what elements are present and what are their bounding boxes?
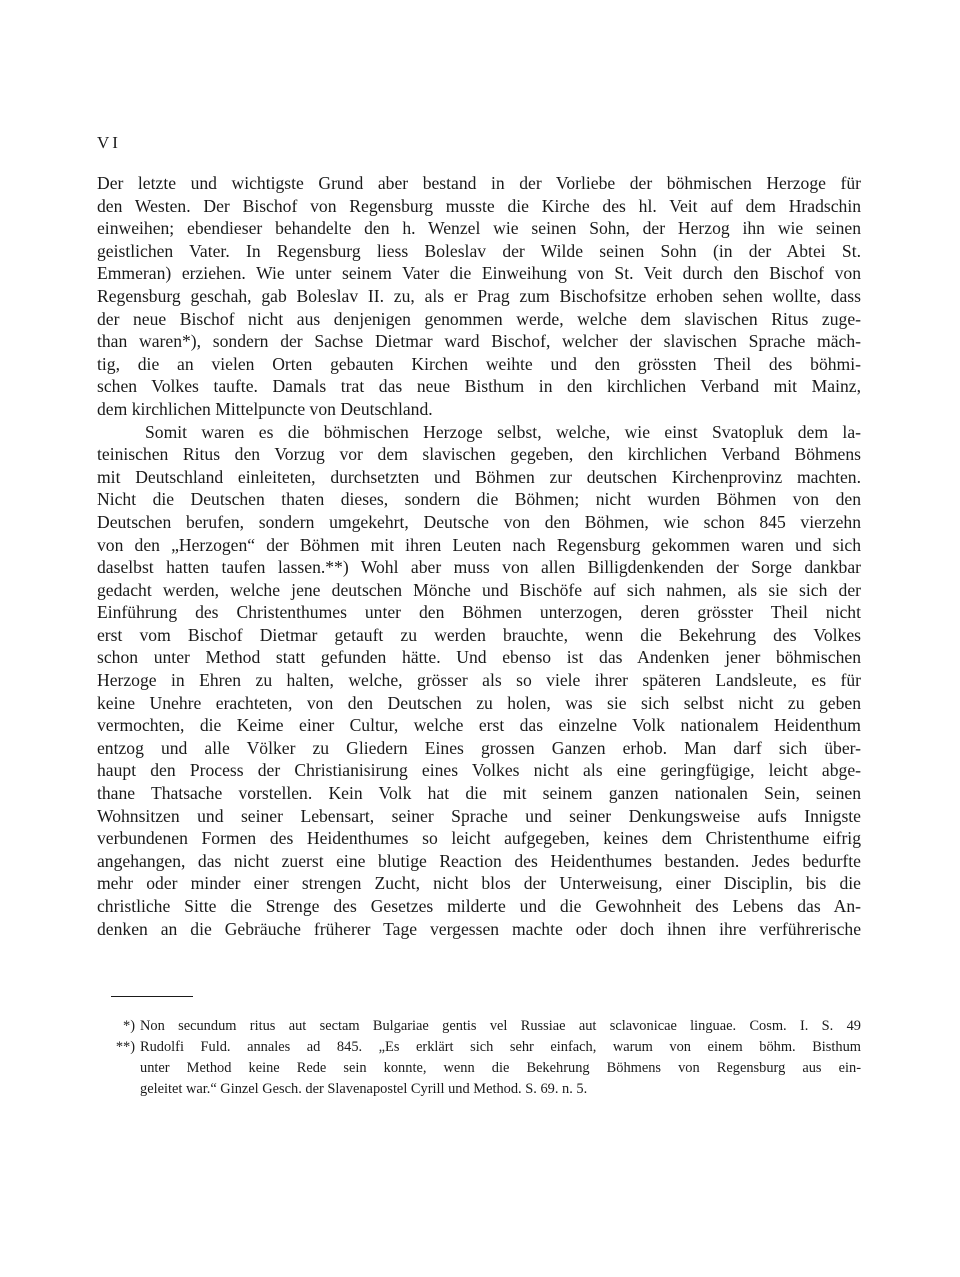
footnote (97, 1016, 861, 1037)
text-line: teinischen Ritus den Vorzug vor dem slavischen gegeben, den kirchlichen Verband Böhmens (97, 444, 861, 465)
footnote-line: Rudolfi Fuld. annales ad 845. „Es erklärt sich sehr einfach, warum von einem böhm. Bisthum (140, 1039, 861, 1055)
text-line: der neue Bischof nicht aus denjenigen genommen werde, welche dem slavischen Ritus zuge- (97, 308, 861, 329)
text-line: einweihen; ebendieser behandelte den h. Wenzel wie seinen Sohn, der Herzog ihn wie seinen (97, 218, 861, 239)
text-line: dem kirchlichen Mittelpuncte von Deutschland. (97, 398, 433, 419)
text-line: than waren*), sondern der Sachse Dietmar ward Bischof, welcher der slavischen Sprache mäch- (97, 331, 861, 352)
text-line: entzog und alle Völker zu Gliedern Eines grossen Ganzen erhob. Man darf sich über- (97, 737, 861, 758)
text-line: Wohnsitzen und seiner Lebensart, seiner Sprache und seiner Denkungsweise aufs Innigste (97, 805, 861, 826)
text-line: den Westen. Der Bischof von Regensburg musste die Kirche des hl. Veit auf dem Hradschin (97, 195, 861, 216)
text-line: von den „Herzogen“ der Böhmen mit ihren Leuten nach Regensburg gekommen waren und sich (97, 534, 861, 555)
text-line: daselbst hatten taufen lassen.**) Wohl aber muss von allen Billigdenkenden der Sorge dankbar (97, 557, 861, 578)
text-line: geistlichen Vater. In Regensburg liess Boleslav der Wilde seinen Sohn (in der Abtei St. (97, 240, 861, 261)
footnote-line: geleitet war.“ Ginzel Gesch. der Slavenapostel Cyrill und Method. S. 69. n. 5. (140, 1081, 588, 1097)
text-line: angehangen, das nicht zuerst eine blutige Reaction des Heidenthumes bestanden. Jedes bedurfte (97, 850, 861, 871)
footnotes (97, 1016, 861, 1100)
text-line: Herzoge in Ehren zu halten, welche, grösser als so viele ihrer späteren Landsleute, es für (97, 670, 861, 691)
text-line: Der letzte und wichtigste Grund aber bestand in der Vorliebe der böhmischen Herzoge für (97, 173, 861, 193)
paragraph (97, 172, 861, 421)
body-text (97, 172, 861, 940)
text-line: Deutschen berufen, sondern umgekehrt, Deutsche von den Böhmen, wie schon 845 vierzehn (97, 511, 861, 532)
footnote-marker: *) (123, 1018, 135, 1034)
text-line: keine Unehre erachteten, von den Deutschen zu holen, was sie sich selbst nicht zu geben (97, 692, 861, 713)
text-line: schen Volkes taufte. Damals trat das neue Bisthum in den kirchlichen Verband mit Mainz, (97, 376, 861, 397)
text-line: mit Deutschland einleiteten, durchsetzten und Böhmen zur deutschen Kirchenprovinz machten. (97, 466, 861, 487)
text-line: Somit waren es die böhmischen Herzoge selbst, welche, wie einst Svatopluk dem la- (145, 421, 861, 442)
text-line: Nicht die Deutschen thaten dieses, sondern die Böhmen; nicht wurden Böhmen von den (97, 489, 861, 510)
text-line: Einführung des Christenthumes unter den Böhmen unterzogen, deren grösster Theil nicht (97, 602, 861, 623)
text-line: denken an die Gebräuche früherer Tage vergessen machte oder doch ihnen ihre verführerische (97, 918, 861, 939)
text-line: mehr oder minder einer strengen Zucht, nicht blos der Unterweisung, einer Disciplin, bis die (97, 873, 861, 894)
text-line: Regensburg geschah, gab Boleslav II. zu, als er Prag zum Bischofsitze erhoben sehen wollte, dass (97, 285, 861, 306)
text-line: Emmeran) erziehen. Wie unter seinem Vater die Einweihung von St. Veit durch den Bischof von (97, 263, 861, 284)
text-line: tig, die an vielen Orten gebauten Kirchen weihte und den grössten Theil des böhmi- (97, 353, 861, 374)
text-line: thane Thatsache vorstellen. Kein Volk hat die mit seinem ganzen nationalen Sein, seinen (97, 783, 861, 804)
footnote-marker: **) (115, 1039, 135, 1055)
paragraph (97, 421, 861, 941)
footnote-separator (111, 996, 193, 997)
text-line: erst vom Bischof Dietmar getauft zu werden brauchte, wenn die Bekehrung des Volkes (97, 624, 861, 645)
text-line: schon unter Method statt gefunden hätte. Und ebenso ist das Andenken jener böhmischen (97, 647, 861, 668)
text-line: haupt den Process der Christianisirung eines Volkes nicht als eine geringfügige, leicht abge- (97, 760, 861, 781)
text-line: verbundenen Formen des Heidenthumes so leicht aufgegeben, keines dem Christenthume eifrig (97, 828, 861, 849)
text-line: vermochten, die Keime einer Cultur, welche erst das einzelne Volk nationalem Heidenthum (97, 715, 861, 736)
footnote-line: unter Method keine Rede sein konnte, wenn die Bekehrung Böhmens von Regensburg aus ein- (140, 1060, 861, 1076)
footnote (97, 1037, 861, 1058)
footnote-line: Non secundum ritus aut sectam Bulgariae gentis vel Russiae aut sclavonicae linguae. Cosm. I. S. 49 (140, 1018, 861, 1034)
text-line: gedacht werden, welche jene deutschen Mönche und Bischöfe auf sich nahmen, als sie sich der (97, 579, 861, 600)
text-line: christliche Sitte die Strenge des Gesetzes milderte und die Gewohnheit des Lebens das An- (97, 896, 861, 916)
page-number: VI (97, 133, 121, 152)
